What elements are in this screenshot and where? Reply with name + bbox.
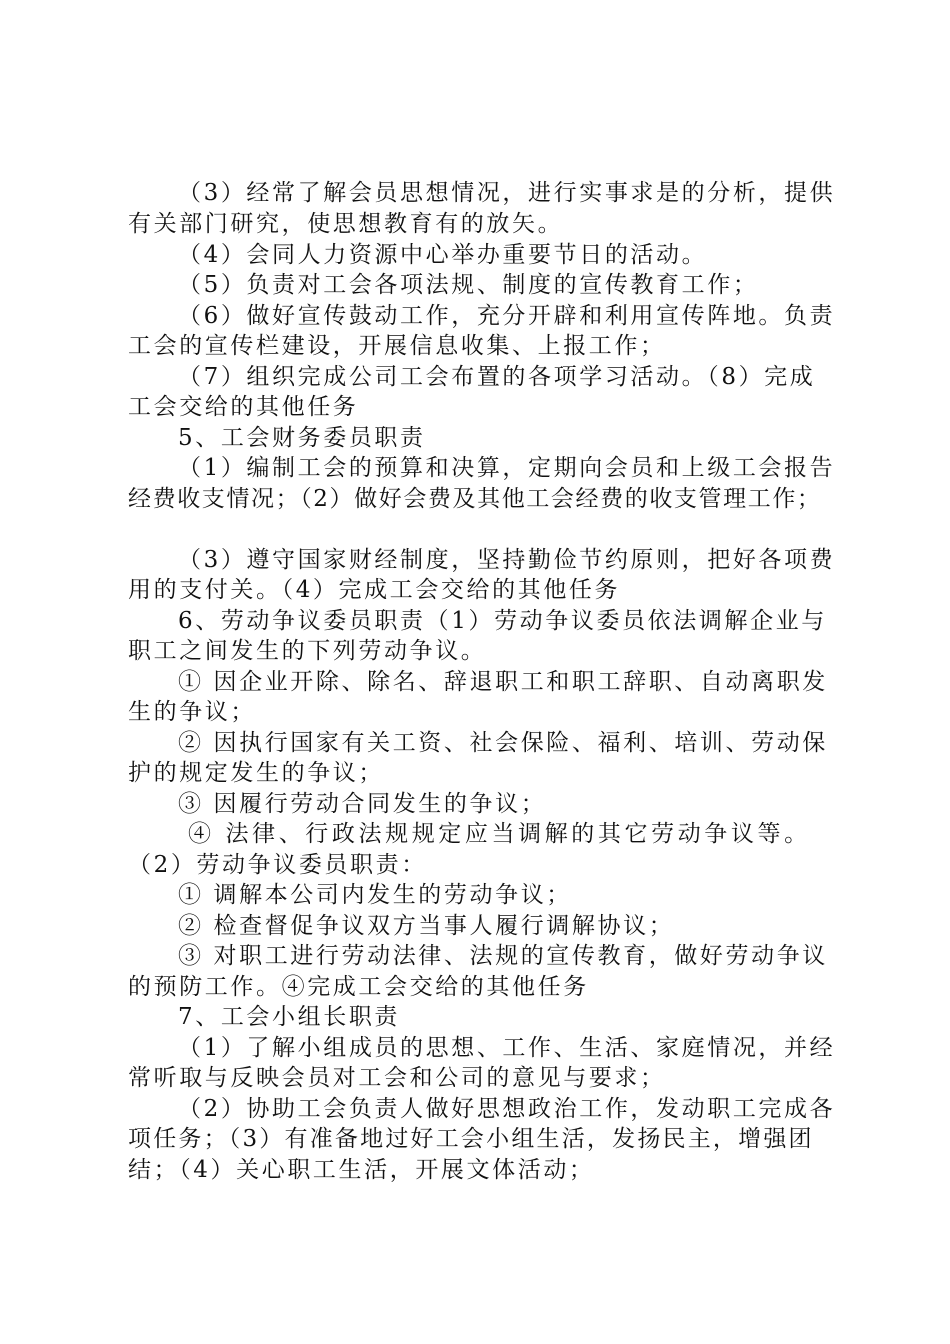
text-line: ① 调解本公司内发生的劳动争议； xyxy=(178,882,572,908)
text-line: （1）编制工会的预算和决算，定期向会员和上级工会报告 xyxy=(178,455,836,481)
text-line: ③ 因履行劳动合同发生的争议； xyxy=(178,791,547,817)
text-line: （3）遵守国家财经制度，坚持勤俭节约原则，把好各项费 xyxy=(178,547,836,573)
text-line: 经费收支情况；（2）做好会费及其他工会经费的收支管理工作； xyxy=(128,486,822,512)
text-line: ② 因执行国家有关工资、社会保险、福利、培训、劳动保 xyxy=(178,730,828,756)
section-heading: 6、劳动争议委员职责（1）劳动争议委员依法调解企业与 xyxy=(178,608,827,634)
text-line: （3）经常了解会员思想情况，进行实事求是的分析，提供 xyxy=(178,180,836,206)
text-line: （2）协助工会负责人做好思想政治工作，发动职工完成各 xyxy=(178,1096,836,1122)
text-line: 结；（4）关心职工生活，开展文体活动； xyxy=(128,1157,595,1183)
text-line: 的预防工作。④完成工会交给的其他任务 xyxy=(128,974,589,1000)
text-line: 有关部门研究，使思想教育有的放矢。 xyxy=(128,211,564,237)
section-heading: 5、工会财务委员职责 xyxy=(178,425,426,451)
text-line: （2）劳动争议委员职责： xyxy=(128,852,427,878)
text-line: （7）组织完成公司工会布置的各项学习活动。（8）完成 xyxy=(178,364,816,390)
section-heading: 7、工会小组长职责 xyxy=(178,1004,401,1030)
text-line: 工会交给的其他任务 xyxy=(128,394,359,420)
text-line: ① 因企业开除、除名、辞退职工和职工辞职、自动离职发 xyxy=(178,669,828,695)
text-line: 生的争议； xyxy=(128,699,256,725)
text-line: （5）负责对工会各项法规、制度的宣传教育工作； xyxy=(178,272,759,298)
text-line: 项任务；（3）有准备地过好工会小组生活，发扬民主，增强团 xyxy=(128,1126,814,1152)
text-line: 护的规定发生的争议； xyxy=(128,760,384,786)
text-line: （4）会同人力资源中心举办重要节日的活动。 xyxy=(178,242,708,268)
text-line: 用的支付关。（4）完成工会交给的其他任务 xyxy=(128,577,621,603)
text-line: 工会的宣传栏建设，开展信息收集、上报工作； xyxy=(128,333,666,359)
text-line: （6）做好宣传鼓动工作，充分开辟和利用宣传阵地。负责 xyxy=(178,303,836,329)
text-line: 常听取与反映会员对工会和公司的意见与要求； xyxy=(128,1065,666,1091)
text-line: ③ 对职工进行劳动法律、法规的宣传教育，做好劳动争议 xyxy=(178,943,828,969)
text-line: ② 检查督促争议双方当事人履行调解协议； xyxy=(178,913,675,939)
text-line: 职工之间发生的下列劳动争议。 xyxy=(128,638,487,664)
text-line: ④ 法律、行政法规规定应当调解的其它劳动争议等。 xyxy=(188,821,811,847)
text-line: （1）了解小组成员的思想、工作、生活、家庭情况，并经 xyxy=(178,1035,836,1061)
